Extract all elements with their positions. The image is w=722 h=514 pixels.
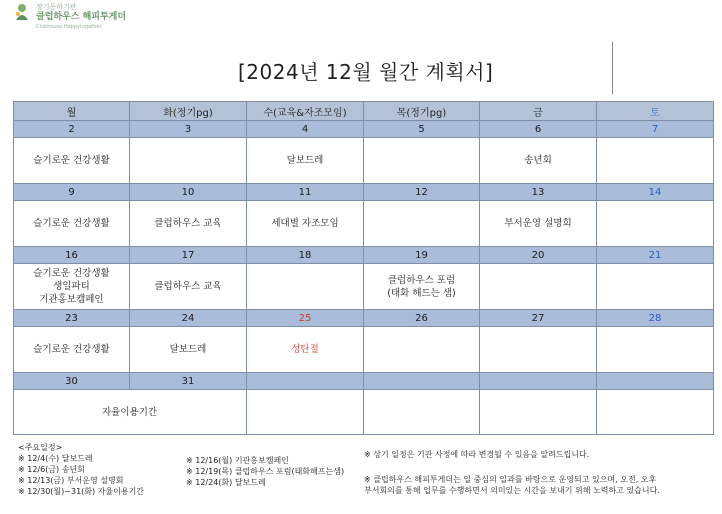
event-row <box>14 138 714 184</box>
date-cell: 31 <box>130 373 247 390</box>
event-cell <box>597 264 714 310</box>
event-row <box>14 264 714 310</box>
event-text: 슬기로운 건강생활 <box>33 344 110 355</box>
event-text: 부서운영 설명회 <box>504 218 572 229</box>
note-item: ※ 12/16(월) 기관홍보캠페인 <box>186 456 289 465</box>
date-cell: 2 <box>14 121 130 138</box>
date-cell: 23 <box>14 310 130 327</box>
date-row <box>14 121 714 138</box>
note-item: ※ 12/19(목) 클럽하우스 포럼(태화해프는샘) <box>186 467 345 476</box>
notes-heading: <주요일정> <box>18 443 63 452</box>
date-cell <box>364 373 480 390</box>
header-mon: 월 <box>14 102 130 121</box>
note-item: ※ 12/24(화) 달보드레 <box>186 478 266 487</box>
event-text: 클럽하우스 포럼 <box>387 274 456 286</box>
event-cell <box>14 138 130 184</box>
date-cell: 30 <box>14 373 130 390</box>
date-cell: 28 <box>597 310 714 327</box>
event-cell <box>130 138 247 184</box>
date-cell: 14 <box>597 184 714 201</box>
event-cell <box>480 264 597 310</box>
date-cell: 17 <box>130 247 247 264</box>
logo-org-text: 장기동하기관 <box>36 3 77 11</box>
date-cell: 6 <box>480 121 597 138</box>
date-cell: 13 <box>480 184 597 201</box>
event-cell <box>597 327 714 373</box>
event-cell <box>14 390 247 435</box>
event-text: 달보드레 <box>286 155 324 166</box>
event-text: (태화 해드는 샘) <box>387 287 456 299</box>
event-cell <box>480 201 597 247</box>
date-cell: 10 <box>130 184 247 201</box>
date-cell: 25 <box>247 310 364 327</box>
event-cell <box>130 201 247 247</box>
logo <box>14 2 126 32</box>
header-fri: 금 <box>480 102 597 121</box>
monthly-calendar <box>13 101 714 435</box>
logo-sub-text: Clubhouse Happytogether <box>36 24 102 30</box>
date-cell: 16 <box>14 247 130 264</box>
date-cell: 26 <box>364 310 480 327</box>
header-thu: 목(정기pg) <box>364 102 480 121</box>
note-item: ※ 12/4(수) 달보드레 <box>18 454 93 463</box>
event-cell <box>597 138 714 184</box>
event-row <box>14 390 714 435</box>
event-cell <box>480 390 597 435</box>
event-cell <box>14 264 130 310</box>
description-text: ※ 클럽하우스 해피투게더는 일 중심의 일과를 바탕으로 운영되고 있으며, 오전, 오후 <box>364 475 657 484</box>
event-cell <box>364 201 480 247</box>
date-cell <box>480 373 597 390</box>
event-cell <box>247 390 364 435</box>
event-text: 슬기로운 건강생활 <box>33 268 110 279</box>
disclaimer-notes <box>364 449 714 496</box>
event-cell <box>597 201 714 247</box>
key-schedule-notes-col2 <box>186 455 344 488</box>
date-cell: 12 <box>364 184 480 201</box>
date-cell: 4 <box>247 121 364 138</box>
event-cell <box>364 390 480 435</box>
date-cell <box>597 373 714 390</box>
header-wed: 수(교육&자조모임) <box>247 102 364 121</box>
header-sat: 토 <box>597 102 714 121</box>
disclaimer-text: ※ 상기 일정은 기관 사정에 따라 변경될 수 있음을 알려드립니다. <box>364 450 590 459</box>
event-cell <box>247 138 364 184</box>
divider-line <box>612 42 613 94</box>
event-cell <box>247 264 364 310</box>
note-item: ※ 12/30(월)~31(화) 자율이용기간 <box>18 487 145 496</box>
clubhouse-logo-icon <box>14 2 30 22</box>
event-text: 슬기로운 건강생활 <box>33 218 110 229</box>
event-text: 클럽하우스 교육 <box>154 281 222 292</box>
date-cell <box>247 373 364 390</box>
date-cell: 3 <box>130 121 247 138</box>
note-item: ※ 12/6(금) 송년회 <box>18 465 85 474</box>
date-cell: 7 <box>597 121 714 138</box>
event-cell <box>597 390 714 435</box>
event-cell <box>130 264 247 310</box>
date-row <box>14 247 714 264</box>
event-cell <box>364 327 480 373</box>
key-schedule-notes <box>18 442 144 497</box>
date-cell: 11 <box>247 184 364 201</box>
event-text: 클럽하우스 교육 <box>154 218 222 229</box>
event-row <box>14 327 714 373</box>
date-cell: 19 <box>364 247 480 264</box>
event-text: 달보드레 <box>169 344 207 355</box>
date-cell: 18 <box>247 247 364 264</box>
date-row <box>14 310 714 327</box>
event-cell <box>480 138 597 184</box>
event-cell <box>364 264 480 310</box>
header-tue: 화(정기pg) <box>130 102 247 121</box>
date-cell: 5 <box>364 121 480 138</box>
event-cell <box>247 327 364 373</box>
date-row <box>14 184 714 201</box>
event-text: 자율이용기간 <box>102 406 158 418</box>
event-cell <box>14 201 130 247</box>
event-cell <box>364 138 480 184</box>
event-cell <box>130 327 247 373</box>
holiday-text: 성탄절 <box>291 344 319 355</box>
logo-name-text: 클럽하우스 해피투게더 <box>36 12 127 22</box>
event-text: 세대별 자조모임 <box>271 218 339 229</box>
calendar-header-row <box>14 102 714 121</box>
event-text: 슬기로운 건강생활 <box>33 155 110 166</box>
event-cell <box>247 201 364 247</box>
date-cell: 24 <box>130 310 247 327</box>
note-item: ※ 12/13(금) 부서운영 설명회 <box>18 476 124 485</box>
description-text: 부서회의를 통해 업무를 수행하면서 의미있는 시간을 보내기 위해 노력하고 있습니다. <box>364 486 660 495</box>
date-cell: 27 <box>480 310 597 327</box>
event-text: 송년회 <box>524 155 552 166</box>
event-cell <box>14 327 130 373</box>
event-text: 기관홍보캠페인 <box>39 294 104 305</box>
date-cell: 20 <box>480 247 597 264</box>
date-row <box>14 373 714 390</box>
event-text: 생일파티 <box>53 281 90 292</box>
page-title: [2024년 12월 월간 계획서] <box>238 60 494 84</box>
event-cell <box>480 327 597 373</box>
date-cell: 9 <box>14 184 130 201</box>
event-row <box>14 201 714 247</box>
date-cell: 21 <box>597 247 714 264</box>
